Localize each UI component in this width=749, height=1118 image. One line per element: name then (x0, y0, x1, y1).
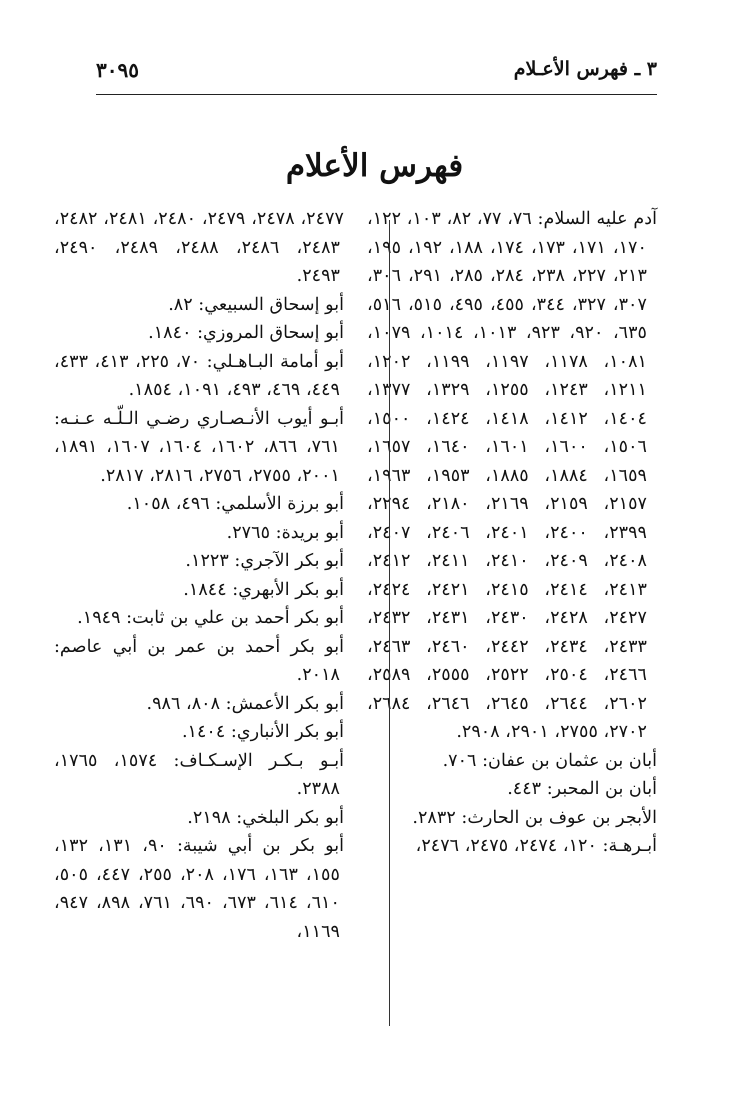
page-title: فهرس الأعلام (285, 148, 464, 184)
header-rule (96, 94, 657, 95)
index-entry: أبان بن المحبر: ٤٤٣. (507, 779, 657, 799)
index-column-left (54, 205, 344, 946)
index-entry: أبـو أيوب الأنـصـاري رضـي الـلّـه عـنـه: ٧٦١، ٨٦٦، ١٦٠٢، ١٦٠٤، ١٦٠٧، ١٨٩١، ٢٠٠١، ٢٧٥٥، ٢٧٥٦، ٢٨١٦، ٢٨١٧. (54, 408, 344, 486)
column-divider (389, 220, 390, 1026)
index-entry: الأبجر بن عوف بن الحارث: ٢٨٣٢. (412, 807, 657, 828)
index-entry: أبو إسحاق المروزي: ١٨٤٠. (148, 323, 344, 343)
index-entry: أبـو بـكـر الإسـكـاف: ١٥٧٤، ١٧٦٥، ٢٣٨٨. (54, 750, 344, 799)
index-entry: أبو إسحاق السبيعي: ٨٢. (168, 294, 344, 315)
index-entry: أبو بكر بن أبي شيبة: ٩٠، ١٣١، ١٣٢، ١٥٥، ١٦٣، ١٧٦، ٢٠٨، ٢٥٥، ٤٤٧، ٥٠٥، ٦١٠، ٦١٤، ٦٧٣، ٦٩٠، ٧٦١، ٨٩٨، ٩٤٧، ١١٦٩، (54, 836, 344, 942)
index-entry: أبو بريدة: ٢٧٦٥. (226, 522, 344, 543)
running-header (96, 56, 657, 90)
index-entry: أبو بكر البلخي: ٢١٩٨. (187, 807, 344, 828)
index-entry: ٢٤٧٧، ٢٤٧٨، ٢٤٧٩، ٢٤٨٠، ٢٤٨١، ٢٤٨٢، ٢٤٨٣، ٢٤٨٦، ٢٤٨٨، ٢٤٨٩، ٢٤٩٠، ٢٤٩٣. (54, 209, 344, 286)
index-entry: أبو بكر الأبهري: ١٨٤٤. (183, 579, 344, 600)
index-entry: أبو برزة الأسلمي: ٤٩٦، ١٠٥٨. (126, 494, 344, 514)
index-entry: أبو بكر أحمد بن عمر بن أبي عاصم: ٢٠١٨. (54, 636, 344, 685)
running-title: ٣ ـ فهرس الأعـلام (513, 58, 657, 80)
page-number: ٣٠٩٥ (96, 58, 139, 82)
index-entry: أبو بكر أحمد بن علي بن ثابت: ١٩٤٩. (77, 608, 344, 628)
index-entry: آدم عليه السلام: ٧٦، ٧٧، ٨٢، ١٠٣، ١٢٢، ١٧٠، ١٧١، ١٧٣، ١٧٤، ١٨٨، ١٩٢، ١٩٥، ٢١٣، ٢٢٧، ٢٣٨، ٢٨٤، ٢٨٥، ٢٩١، ٣٠٦، ٣٠٧، ٣٢٧، ٣٤٤، ٤٥٥، ٤٩٥، ٥١٥، ٥١٦، ٦٣٥، ٩٢٠، ٩٢٣، ١٠١٣، ١٠١٤، ١٠٧٩، ١٠٨١، ١١٧٨، ١١٩٧، ١١٩٩، ١٢٠٢، ١٢١١، ١٢٤٣، ١٢٥٥، ١٣٢٩، ١٣٧٧، ١٤٠٤، ١٤١٢، ١٤١٨، ١٤٢٤، ١٥٠٠، ١٥٠٦، ١٦٠٠، ١٦٠١، ١٦٤٠، ١٦٥٧، ١٦٥٩، ١٨٨٤، ١٨٨٥، ١٩٥٣، ١٩٦٣، ٢١٥٧، ٢١٥٩، ٢١٦٩، ٢١٨٠، ٢٢٩٤، ٢٣٩٩، ٢٤٠٠، ٢٤٠١، ٢٤٠٦، ٢٤٠٧، ٢٤٠٨، ٢٤٠٩، ٢٤١٠، ٢٤١١، ٢٤١٢، ٢٤١٣، ٢٤١٤، ٢٤١٥، ٢٤٢١، ٢٤٢٤، ٢٤٢٧، ٢٤٢٨، ٢٤٣٠، ٢٤٣١، ٢٤٣٢، ٢٤٣٣، ٢٤٣٤، ٢٤٤٢، ٢٤٦٠، ٢٤٦٣، ٢٤٦٦، ٢٥٠٤، ٢٥٢٢، ٢٥٥٥، ٢٥٨٩، ٢٦٠٢، ٢٦٤٤، ٢٦٤٥، ٢٦٤٦، ٢٦٨٤، ٢٧٠٢، ٢٧٥٥، ٢٩٠١، ٢٩٠٨. (367, 209, 657, 742)
index-entry: أبو بكر الأعمش: ٨٠٨، ٩٨٦. (146, 693, 344, 714)
index-entry: أبو بكر الأنباري: ١٤٠٤. (181, 722, 344, 742)
index-entry: أبو بكر الآجري: ١٢٢٣. (185, 551, 344, 571)
index-entry: أبو أمامة البـاهـلي: ٧٠، ٢٢٥، ٤١٣، ٤٣٣، ٤٤٩، ٤٦٩، ٤٩٣، ١٠٩١، ١٨٥٤. (54, 351, 344, 400)
index-entry: أبان بن عثمان بن عفان: ٧٠٦. (442, 750, 657, 771)
index-entry: أبـرهـة: ١٢٠، ٢٤٧٤، ٢٤٧٥، ٢٤٧٦، (415, 836, 657, 856)
index-column-right (367, 205, 657, 861)
